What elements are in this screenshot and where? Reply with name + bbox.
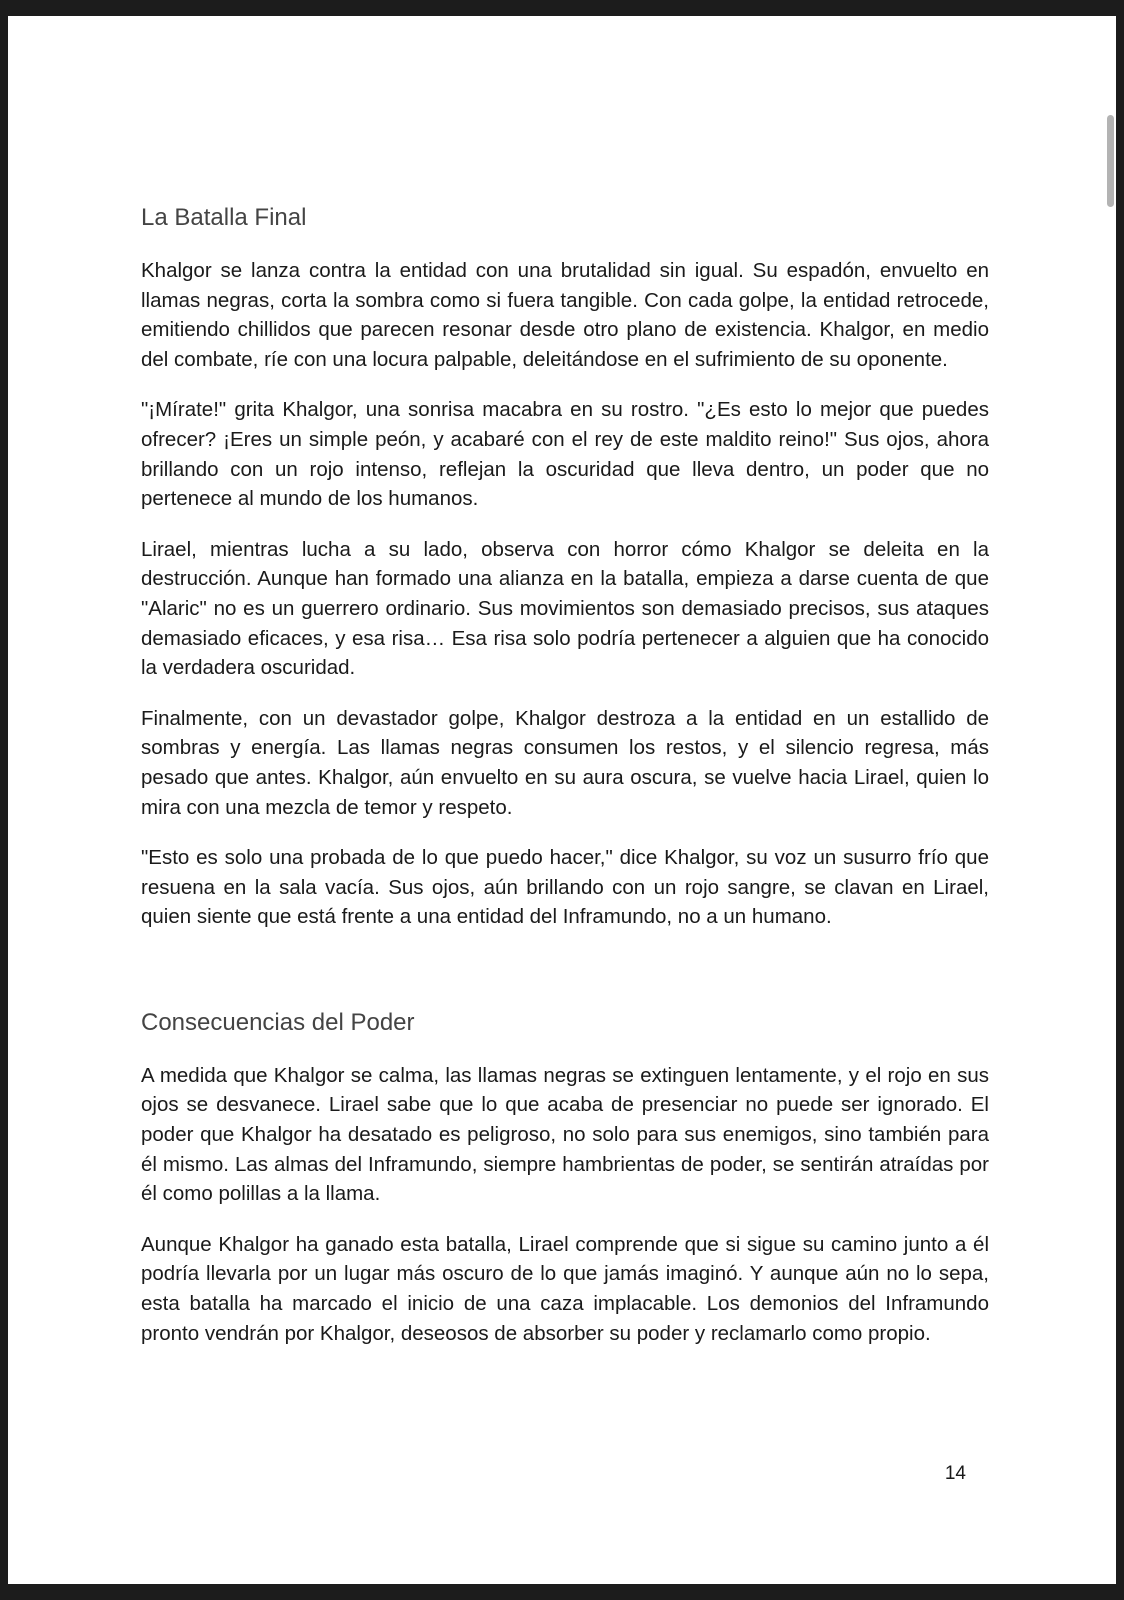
paragraph: "Esto es solo una probada de lo que puedo hacer," dice Khalgor, su voz un susurro frío que resuena en la sala vacía. Sus ojos, aún brillando con un rojo sangre, se clavan en Lirael, quien siente que está frente a una entidad del Inframundo, no a un humano.	[141, 846, 989, 929]
paragraph: Aunque Khalgor ha ganado esta batalla, Lirael comprende que si sigue su camino junto a él podría llevarla por un lugar más oscuro de lo que jamás imaginó. Y aunque aún no lo sepa, esta batalla ha marcado el inicio de una caza implacable. Los demonios del Inframundo pronto vendrán por Khalgor, deseosos de absorber su poder y reclamarlo como propio.	[141, 1232, 989, 1345]
section-title: La Batalla Final	[141, 204, 307, 231]
section-title: Consecuencias del Poder	[141, 1008, 415, 1036]
document-page	[8, 16, 1116, 1584]
paragraph: Khalgor se lanza contra la entidad con una brutalidad sin igual. Su espadón, envuelto en llamas negras, corta la sombra como si fuera tangible. Con cada golpe, la entidad retrocede, emitiendo chillidos que parecen resonar desde otro plano de existencia. Khalgor, en medio del combate, ríe con una locura palpable, deleitándose en el sufrimiento de su oponente.	[141, 259, 989, 371]
paragraph: Finalmente, con un devastador golpe, Khalgor destroza a la entidad en un estallido de sombras y energía. Las llamas negras consumen los restos, y el silencio regresa, más pesado que antes. Khalgor, aún envuelto en su aura oscura, se vuelve hacia Lirael, quien lo mira con una mezcla de temor y respeto.	[141, 706, 989, 819]
page-content	[141, 202, 989, 1369]
section-spacer	[141, 953, 989, 1007]
page-number: 14	[944, 1463, 966, 1484]
scrollbar-thumb[interactable]	[1107, 115, 1114, 207]
scrollbar[interactable]	[1106, 16, 1116, 1584]
paragraph: "¡Mírate!" grita Khalgor, una sonrisa macabra en su rostro. "¿Es esto lo mejor que puedes ofrecer? ¡Eres un simple peón, y acabaré con el rey de este maldito reino!" Sus ojos, ahora brillando con un rojo intenso, reflejan la oscuridad que lleva dentro, un poder que no pertenece al mundo de los humanos.	[141, 398, 989, 511]
paragraph: A medida que Khalgor se calma, las llamas negras se extinguen lentamente, y el rojo en sus ojos se desvanece. Lirael sabe que lo que acaba de presenciar no puede ser ignorado. El poder que Khalgor ha desatado es peligroso, no solo para sus enemigos, sino también para él mismo. Las almas del Inframundo, siempre hambrientas de poder, se sentirán atraídas por él como polillas a la llama.	[141, 1063, 989, 1206]
paragraph: Lirael, mientras lucha a su lado, observa con horror cómo Khalgor se deleita en la destrucción. Aunque han formado una alianza en la batalla, empieza a darse cuenta de que "Alaric" no es un guerrero ordinario. Sus movimientos son demasiado precisos, sus ataques demasiado eficaces, y esa risa… Esa risa solo podría pertenecer a alguien que ha conocido la verdadera oscuridad.	[141, 537, 989, 680]
